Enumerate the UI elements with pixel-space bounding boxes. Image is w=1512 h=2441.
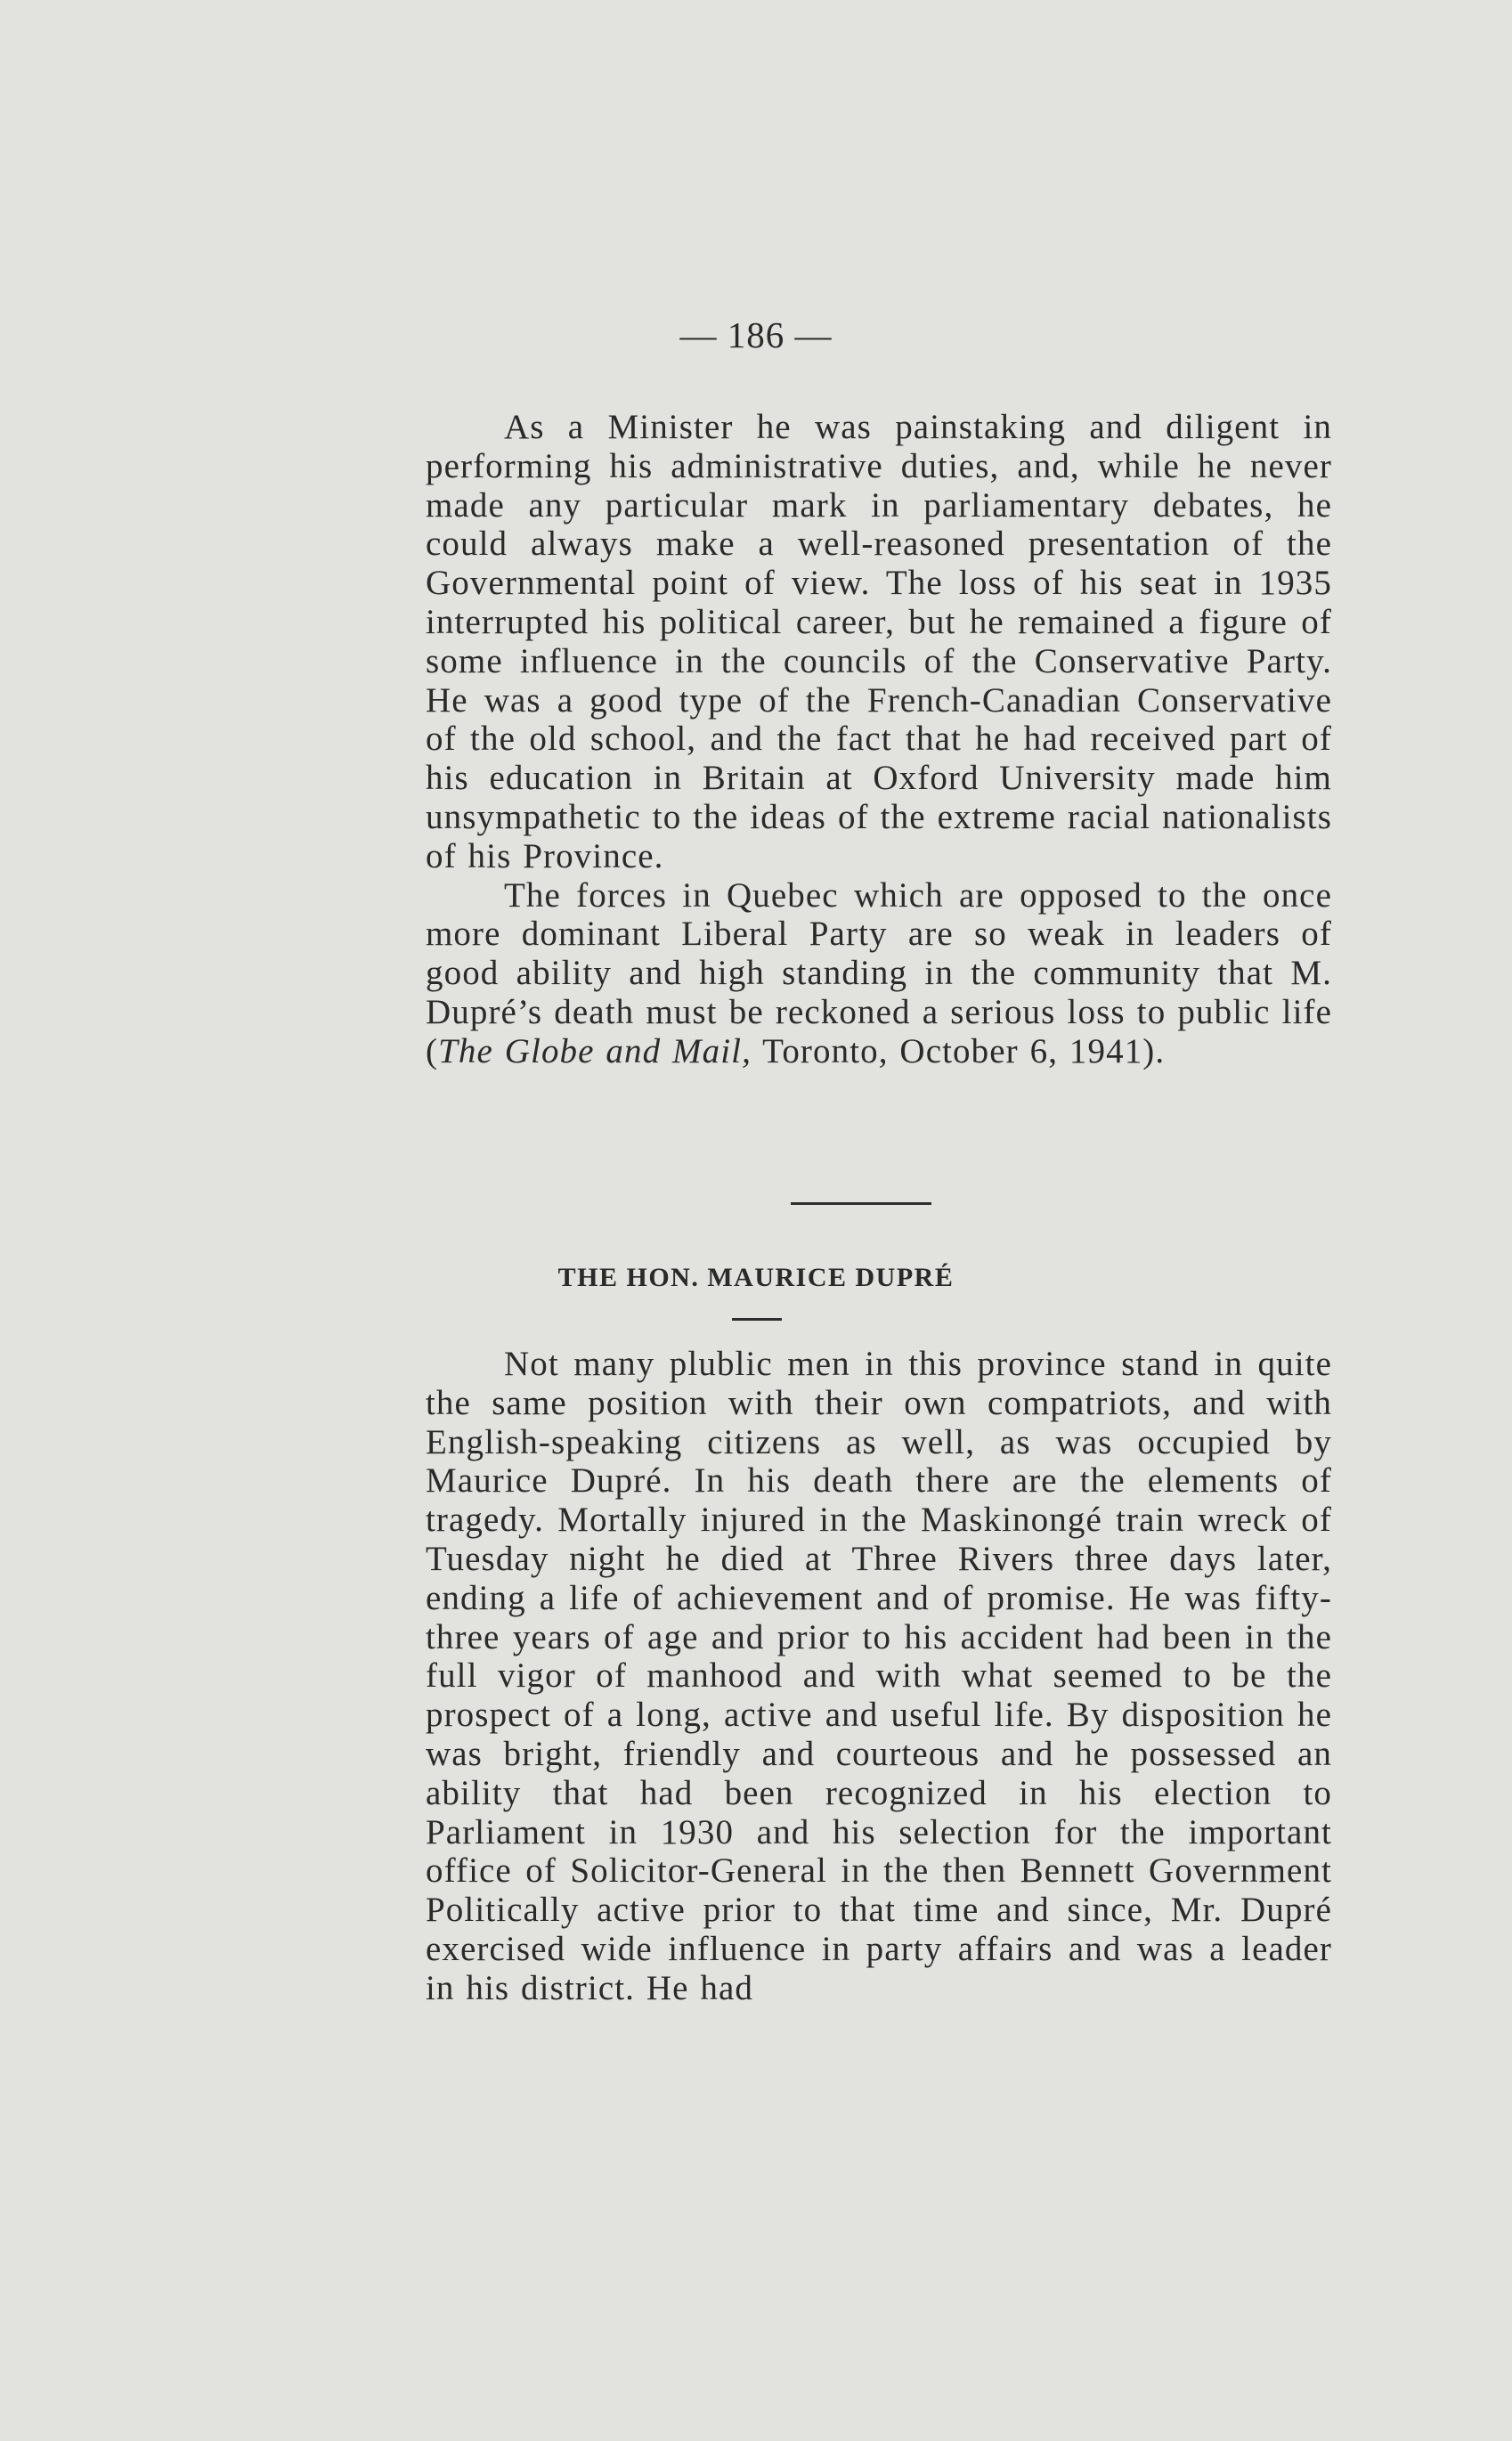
section-heading: THE HON. MAURICE DUPRÉ xyxy=(557,1263,955,1292)
source-publication-date: Toronto, October 6, 1941). xyxy=(751,1031,1166,1070)
obituary-excerpt-globe-and-mail xyxy=(426,408,1332,1071)
page-number: — 186 — xyxy=(679,314,833,355)
paragraph-quebec-forces-text: The forces in Quebec which are opposed to the once more dominant Liberal Party are so weak in leaders of good ability and high standing in the community that M. Dupré’s death must be reckoned a serious loss to public life ( xyxy=(426,875,1332,1070)
section-divider-rule xyxy=(791,1202,931,1205)
heading-underline-rule xyxy=(732,1318,782,1321)
paragraph-public-men: Not many plublic men in this province stand in quite the same position with their own compatriots, and with English-speaking citizens as well, as was occupied by Maurice Dupré. In his death there are the elements of tragedy. Mortally injured in the Maskinongé train wreck of Tuesday night he died at Three Rivers three days later, ending a life of achievement and of promise. He was fifty-three years of age and prior to his accident had been in the full vigor of manhood and with what seemed to be the prospect of a long, active and useful life. By disposition he was bright, friendly and courteous and he possessed an ability that had been recognized in his election to Parliament in 1930 and his selection for the important office of Solicitor-General in the then Bennett Government Politically active prior to that time and since, Mr. Dupré exercised wide influence in party affairs and was a leader in his district. He had xyxy=(426,1345,1332,2007)
source-publication-title: The Globe and Mail, xyxy=(438,1031,752,1070)
obituary-maurice-dupre xyxy=(426,1345,1332,2008)
paragraph-minister-record: As a Minister he was painstaking and diligent in performing his administrative duties, and, while he never made any particular mark in parliamentary debates, he could always make a well-reasoned presentation of the Governmental point of view. The loss of his seat in 1935 interrupted his political career, but he remained a figure of some influence in the councils of the Conservative Party. He was a good type of the French-Canadian Conservative of the old school, and the fact that he had received part of his education in Britain at Oxford University made him unsympathetic to the ideas of the extreme racial nationalists of his Province. xyxy=(426,408,1332,875)
paragraph-quebec-forces xyxy=(426,876,1332,1071)
